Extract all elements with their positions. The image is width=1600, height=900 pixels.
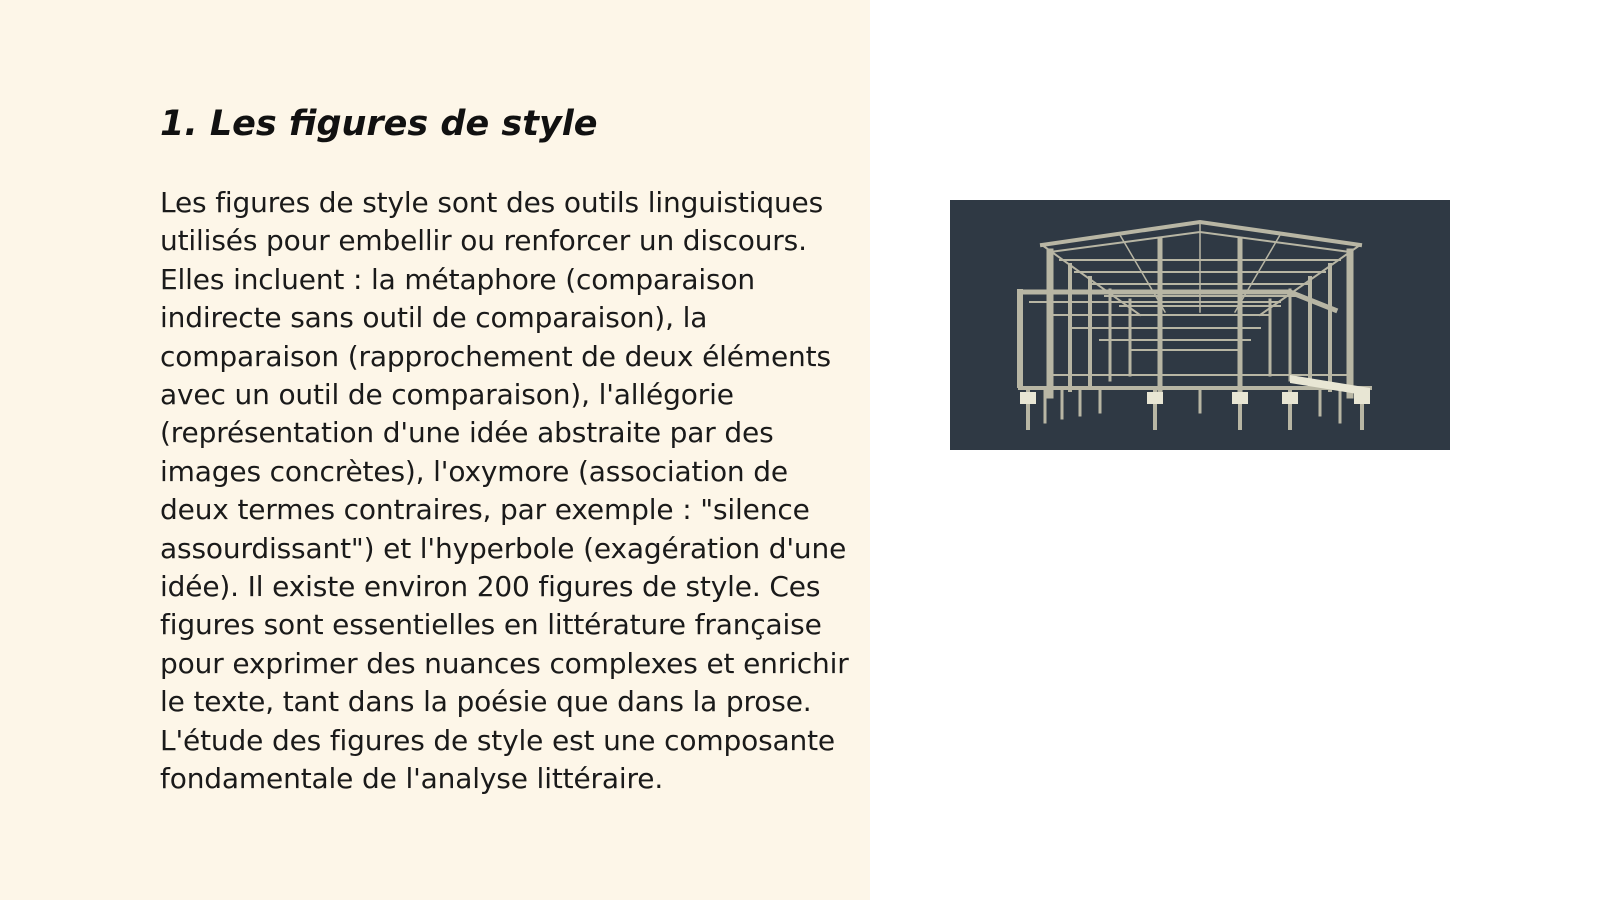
steel-frame-structure-image	[950, 200, 1450, 450]
slide-body-text: Les figures de style sont des outils linguistiques utilisés pour embellir ou renforcer un discours. Elles incluent : la métaphore (comparaison indirecte sans outil de comparaison), la comparaison (rapprochement de deux éléments avec un outil de comparaison), l'allégorie (représentation d'une idée abstraite par des images concrètes), l'oxymore (association de deux termes contraires, par exemple : "silence assourdissant") et l'hyperbole (exagération d'une idée). Il existe environ 200 figures de style. Ces figures sont essentielles en littérature française pour exprimer des nuances complexes et enrichir le texte, tant dans la poésie que dans la prose. L'étude des figures de style est une composante fondamentale de l'analyse littéraire.	[160, 186, 849, 796]
steel-frame-illustration	[950, 200, 1450, 450]
slide-title: 1. Les figures de style	[160, 104, 598, 144]
